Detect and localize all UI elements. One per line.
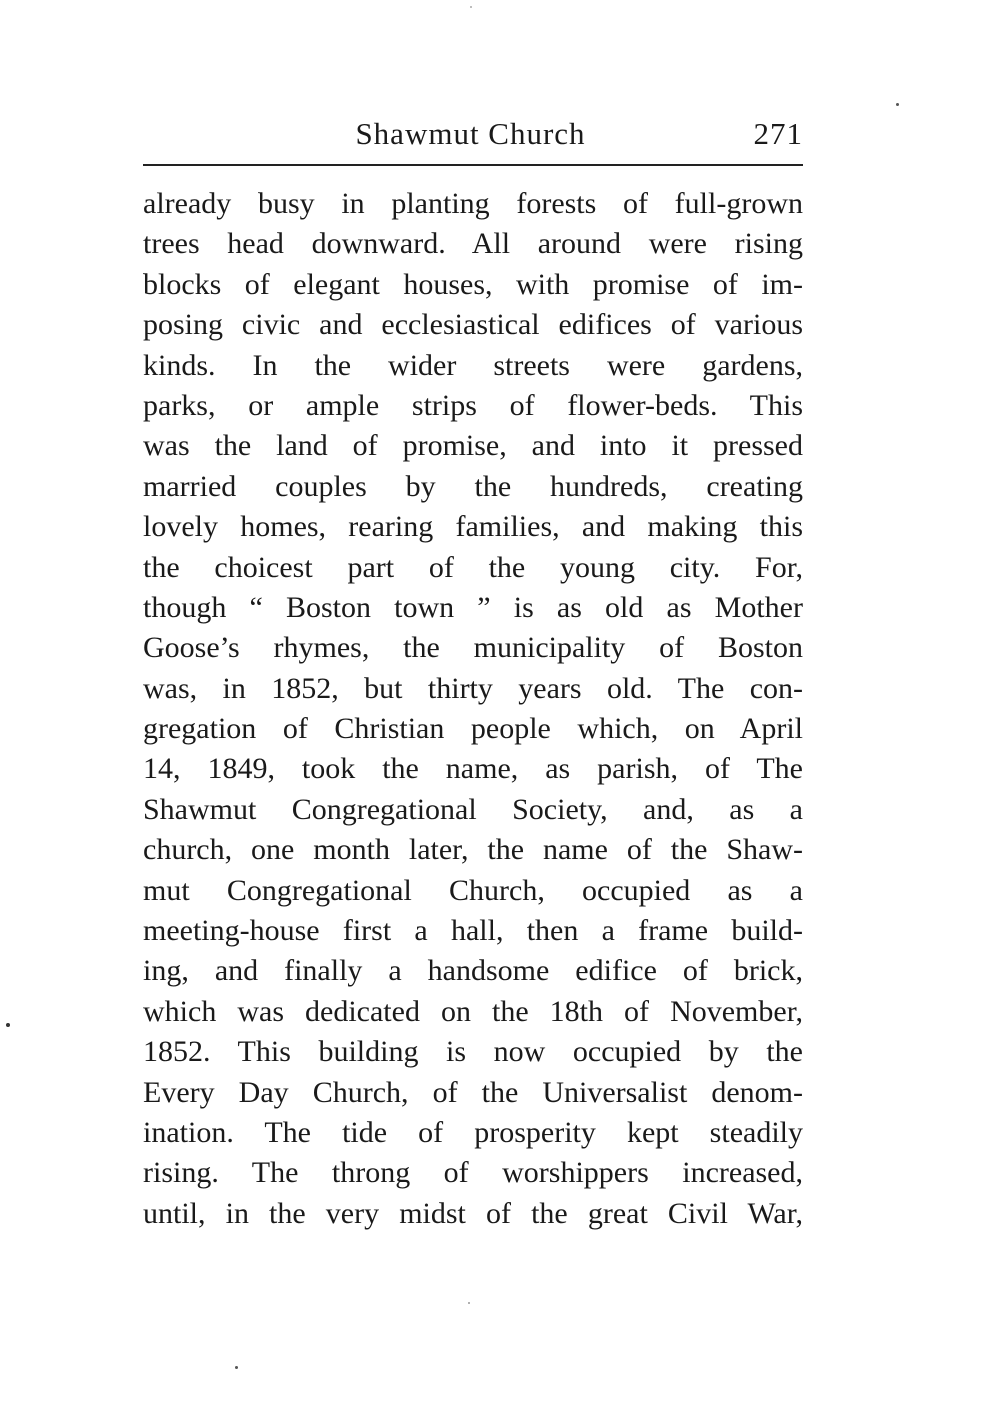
text-line: meeting-house first a hall, then a frame build- <box>143 914 803 948</box>
text-line: Goose’s rhymes, the municipality of Boston <box>143 631 803 665</box>
text-line: which was dedicated on the 18th of November, <box>143 994 803 1028</box>
text-line: church, one month later, the name of the Shaw- <box>143 833 803 867</box>
text-line: gregation of Christian people which, on April <box>143 712 803 746</box>
text-line: trees head downward. All around were rising <box>143 227 803 261</box>
text-line: kinds. In the wider streets were gardens, <box>143 348 803 382</box>
text-line: ing, and finally a handsome edifice of brick, <box>143 954 803 988</box>
text-line: rising. The throng of worshippers increased, <box>143 1156 803 1190</box>
text-line: married couples by the hundreds, creating <box>143 469 803 503</box>
page-number: 271 <box>753 116 803 151</box>
scan-speck <box>470 6 472 8</box>
scan-speck <box>896 103 899 106</box>
text-line: 14, 1849, took the name, as parish, of The <box>143 752 803 786</box>
scan-speck <box>235 1366 238 1369</box>
body-text <box>143 184 803 1234</box>
page-header-title: Shawmut Church <box>355 116 586 151</box>
text-line: already busy in planting forests of full-grown <box>143 187 803 220</box>
header-rule <box>143 164 803 166</box>
text-line: parks, or ample strips of flower-beds. This <box>143 388 803 422</box>
scan-speck <box>468 1302 470 1304</box>
text-line: Shawmut Congregational Society, and, as a <box>143 792 803 826</box>
text-line: Every Day Church, of the Universalist denom- <box>143 1075 803 1109</box>
text-line: mut Congregational Church, occupied as a <box>143 873 803 907</box>
text-line: was the land of promise, and into it pressed <box>143 429 803 463</box>
scan-speck <box>6 1023 10 1027</box>
running-head <box>143 112 803 156</box>
text-line: the choicest part of the young city. For, <box>143 550 803 584</box>
text-line: was, in 1852, but thirty years old. The con- <box>143 671 803 705</box>
text-line: posing civic and ecclesiastical edifices of various <box>143 308 803 342</box>
text-line: lovely homes, rearing families, and making this <box>143 510 803 544</box>
text-line: until, in the very midst of the great Civil War, <box>143 1196 803 1230</box>
text-line: ination. The tide of prosperity kept steadily <box>143 1115 803 1149</box>
text-line: though “ Boston town ” is as old as Mother <box>143 590 803 624</box>
text-line: 1852. This building is now occupied by the <box>143 1035 803 1069</box>
text-line: blocks of elegant houses, with promise of im- <box>143 267 803 301</box>
